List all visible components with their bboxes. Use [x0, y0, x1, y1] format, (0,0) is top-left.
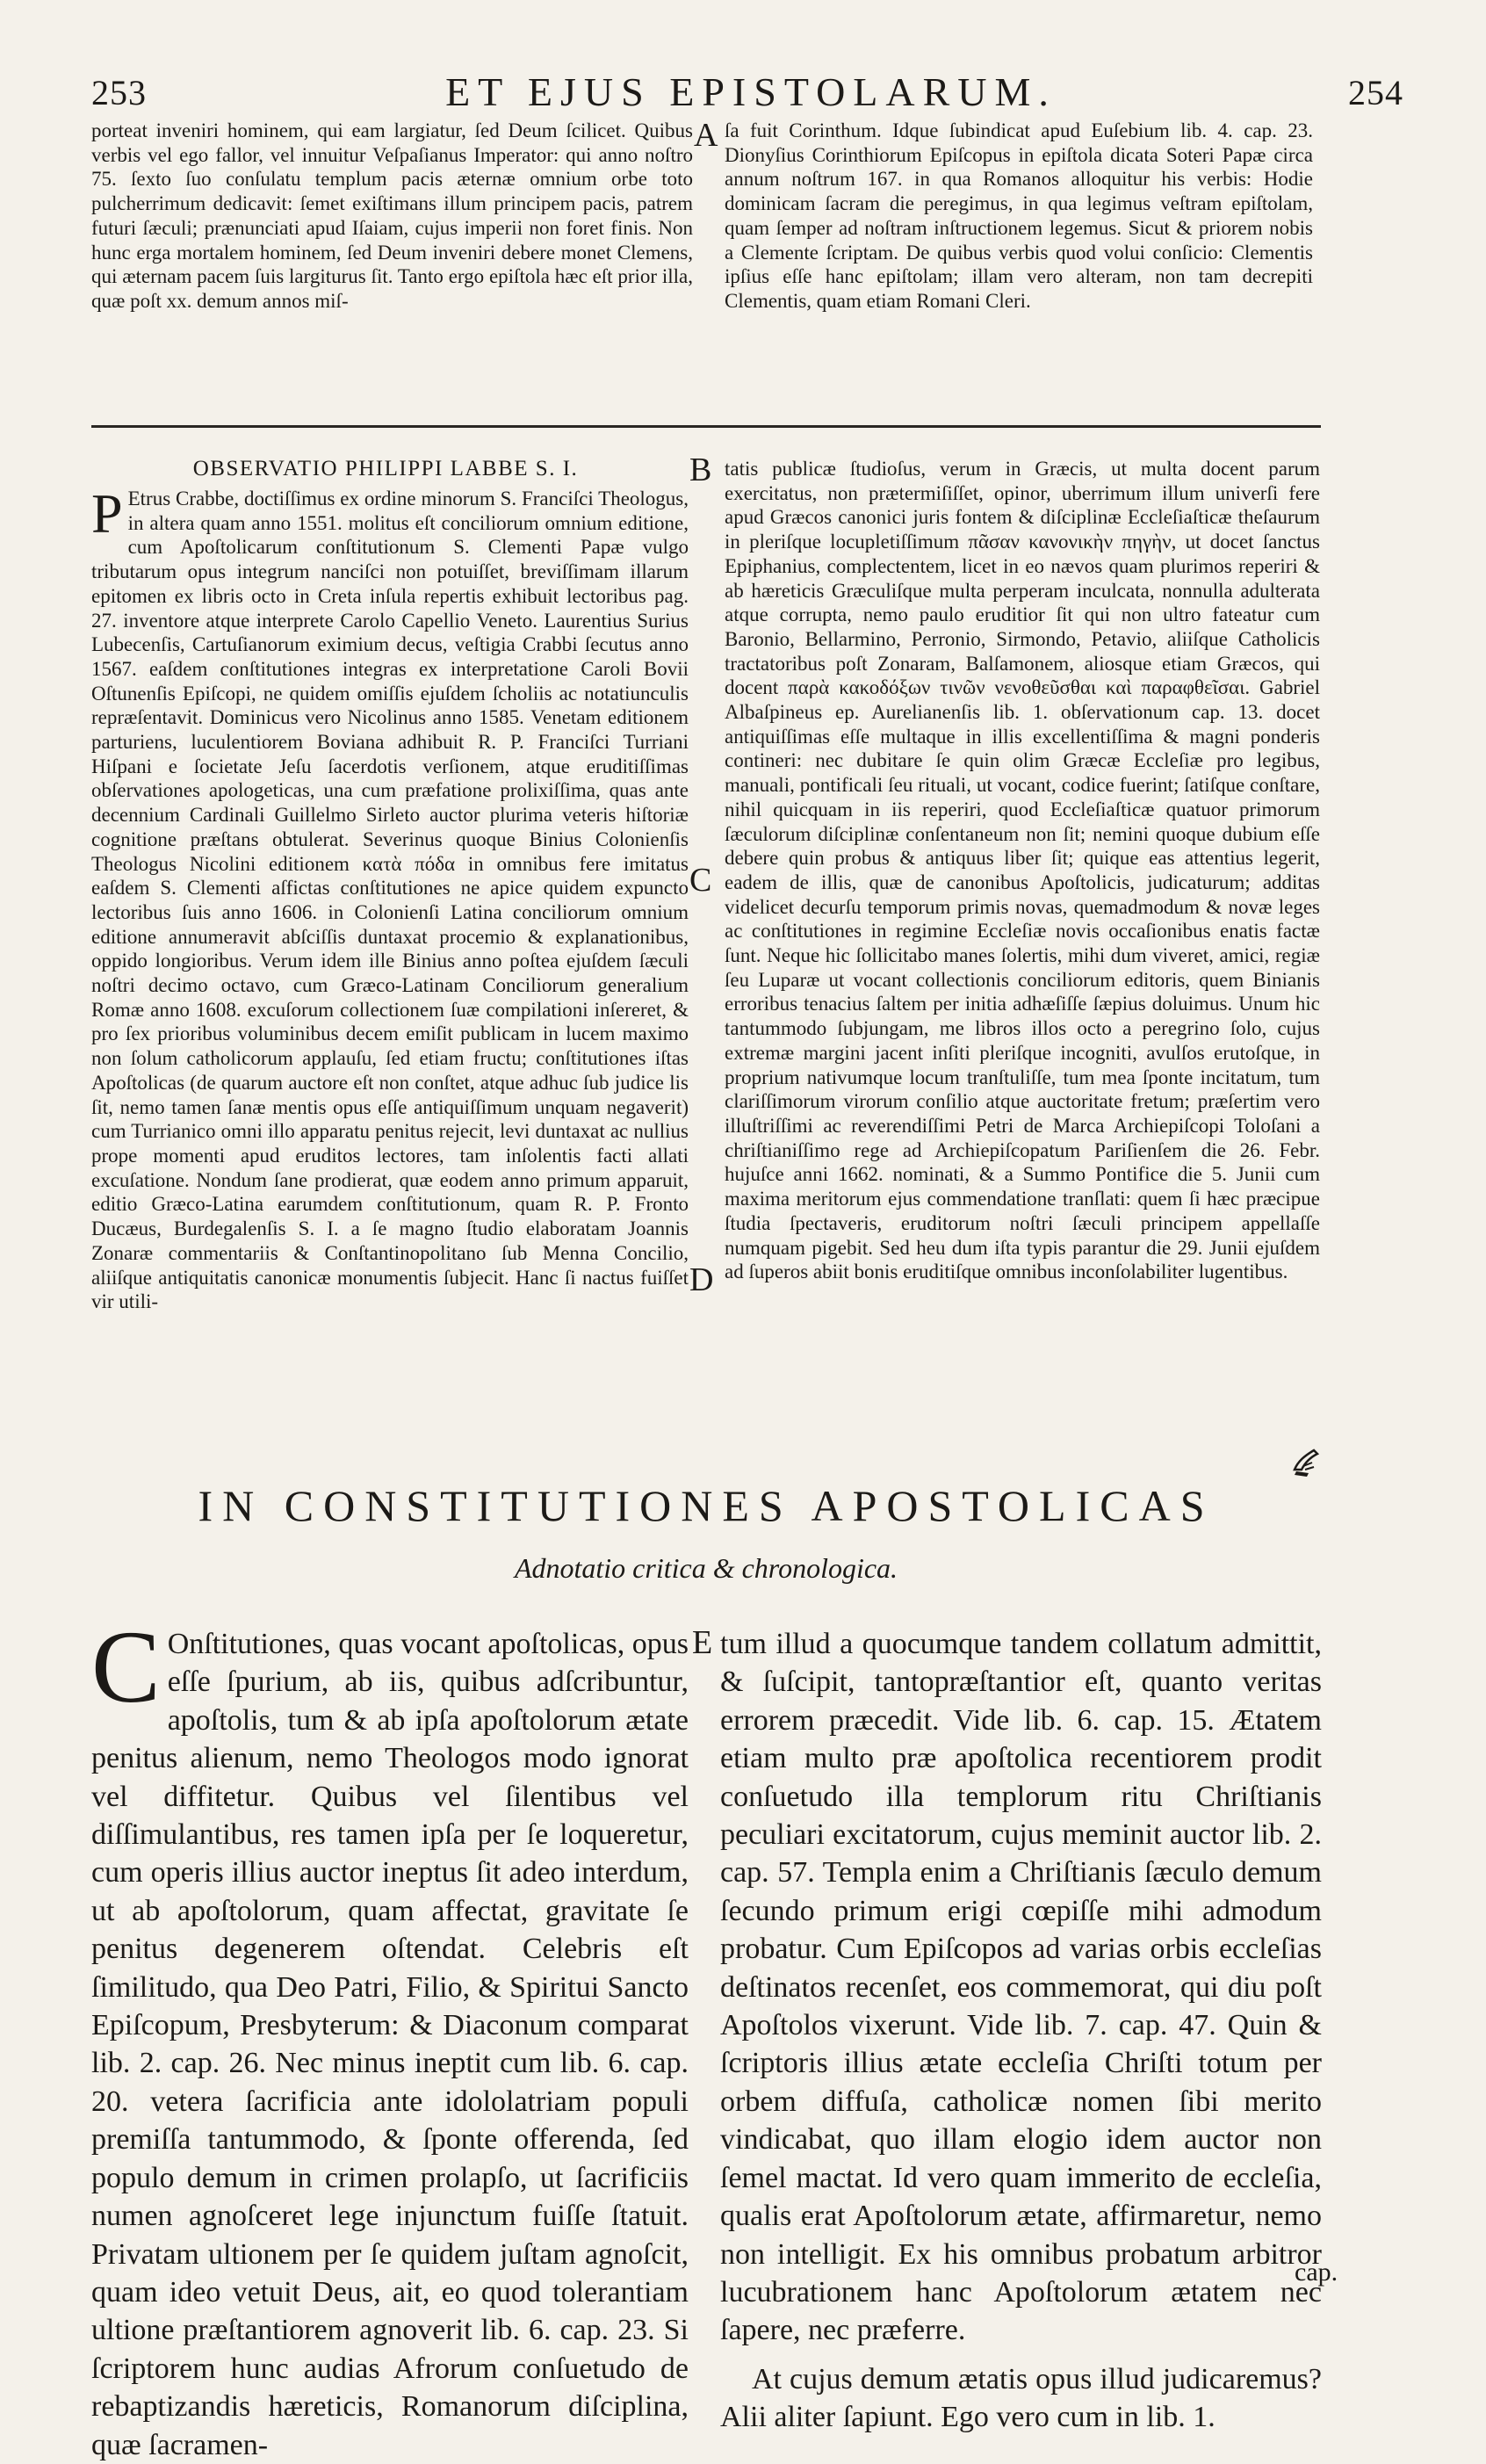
- adnotatio-left-text: Onſtitutiones, quas vocant apoſtolicas, opus eſſe ſpurium, ab iis, quibus adſcribuntur, apoſtolis, tum & ab ipſa apoſtolorum ætate penitus alienum, nemo Theologos modo ignorat vel diffitetur. Quibus vel ſilentibus vel diſſimulantibus, res tamen ipſa per ſe loqueretur, cum operis illius auctor ineptus ſit adeo interdum, ut ab apoſtolorum, quam affectat, gravitate ſe penitus degenerem oſtendat. Celebris eſt ſimilitudo, qua Deo Patri, Filio, & Spiritui Sancto Epiſcopum, Presbyterum: & Diaconum comparat lib. 2. cap. 26. Nec minus ineptit cum lib. 6. cap. 20. vetera ſacrificia ante idololatriam populi premiſſa tantummodo, & ſponte offerenda, ſed populo demum in crimen prolapſo, ut ſacrificiis numen agnoſceret lege injunctum fuiſſe ſtatuit. Privatam ultionem per ſe quidem juſtam agnoſcit, quam ideo vetuit Deus, ait, eo quod tolerantiam ultione præſtantiorem agnoverit lib. 6. cap. 23. Si ſcriptorem hunc audias Afrorum conſuetudo de rebaptizandis hæreticis, Romanorum diſciplina, quæ ſacramen-: [91, 1628, 689, 2461]
- drop-cap-c: C: [91, 1609, 161, 1724]
- top-right-text: ſa fuit Corinthum. Idque ſubindicat apud Euſebium lib. 4. cap. 23. Dionyſius Corinthiorum Epiſcopus in epiſtola dicata Soteri Papæ circa annum noſtrum 167. in qua Romanos alloquitur his verbis: Hodie dominicam ſacram die peregimus, in qua legimus veſtram epiſtolam, quam ſemper ad noſtram inſtructionem legemus. Sicut & priorem nobis a Clemente ſcriptam. De quibus verbis quod volui conſicio: Clementis ipſius eſſe hanc epiſtolam; illam vero alteram, non tam decrepiti Clementis, quam etiam Romani Cleri.: [725, 119, 1313, 312]
- drop-cap-p: P: [91, 482, 123, 545]
- margin-letter-c: C: [689, 862, 712, 899]
- adnotatio-right-column: [720, 1625, 1322, 2437]
- observatio-right-text: tatis publicæ ſtudioſus, verum in Græcis, ut multa docent parum exercitatus, non prætermiſiſſet, opinor, uberrimum illum univerſi fere apud Græcos canonici juris fontem & diſciplinæ Eccleſiaſticæ theſaurum in pleriſque locupletiſſimum πᾶσαν κανονικὴν πηγὴν, ut docet ſanctus Epiphanius, complectentem, licet in eo nævos quam plurimos reperiri & ab hæreticis Græculiſque multa perperam inculcata, nonnulla adulterata atque corrupta, nemo paulo eruditior ſit qui non ultro fateatur cum Baronio, Bellarmino, Perronio, Sirmondo, Petavio, aliiſque Catholicis tractatoribus poſt Zonaram, Balſamonem, aliosque etiam Græcos, qui docent παρὰ κακοδόξων τινῶν νενοθεῦσθαι καὶ παραφθεῖσαι. Gabriel Albaſpineus ep. Aurelianenſis lib. 1. obſervationum cap. 13. docet antiquiſſimas eſſe multaque in illis excellentiſſima & magni ponderis contineri: nec dubitare ſe quin olim Græcæ Eccleſiæ pro legibus, manuali, pontificali ſeu rituali, ut vocant, codice fuerint; ſatiſque conſtare, nihil quicquam in iis reperiri, quod Eccleſiaſticæ quatuor primorum ſæculorum diſciplinæ conſentaneum non ſit; nemini quoque dubium eſſe debere quin probus & antiquus liber ſit; quique eas attentius legerit, eadem de illis, quæ de canonibus Apoſtolicis, judicaturum; additas videlicet decurſu temporum primis novas, quemadmodum & novæ leges ac conſtitutiones in regimine Eccleſiæ novis occaſionibus enatis factæ ſunt. Neque hic ſollicitabo manes ſolertis, mihi dum viveret, amici, regiæ ſeu Luparæ ut vocant collectionis conciliorum editoris, quem Binianis erroribus tenacius ſaltem per initia adhæſiſſe ſæpius doluimus. Unum hic tantummodo ſubjungam, me libros illos octo a peregrino ſolo, cujus extremæ margini jacent inſiti pleriſque incogniti, avulſos erutoſque, in proprium nativumque locum tranſtuliſſe, tum mea ſponte incitatum, tum clariſſimorum virorum conſilio atque auctoritate fretum; præſertim vero illuſtriſſimi ac reverendiſſimi Petri de Marca Archiepiſcopi Toloſani a chriſtianiſſimo rege ad Archiepiſcopatum Pariſienſem die 26. Febr. hujuſce anni 1662. nominati, & a Summo Pontifice die 5. Junii cum maxima meritorum ejus commendatione tranſlati: quem ſi hæc præcipue ſtudia ſpectaveris, eruditorum noſtri ſæculi principem appellaſſe numquam pigebit. Sed heu dum iſta typis parantur die 29. Junii ejuſdem ad ſuperos abiit bonis eruditiſque omnibus inconſolabiliter lugentibus.: [725, 458, 1320, 1283]
- adnotatio-right-text: tum illud a quocumque tandem collatum admittit, & ſuſcipit, tantopræſtantior eſt, quanto veritas errorem præcedit. Vide lib. 6. cap. 15. Ætatem etiam multo præ apoſtolica recentiorem prodit conſuetudo illa templorum ritu Chriſtianis peculiari excitatorum, cujus meminit auctor lib. 2. cap. 57. Templa enim a Chriſtianis ſæculo demum ſecundo primum erigi cœpiſſe mihi admodum probatur. Cum Epiſcopos ad varias orbis eccleſias deſtinatos recenſet, eos commemorat, qui diu poſt Apoſtolos vixerunt. Vide lib. 7. cap. 47. Quin & ſcriptoris illius ætate eccleſia Chriſti totum per orbem diffuſa, catholicæ nomen ſibi merito vindicabat, quo illam elogio idem auctor non ſemel mactat. Id vero quam immerito de eccleſia, qualis erat Apoſtolorum ætate, affirmaretur, nemo non intelligit. Ex his omnibus probatum arbitror lucubrationem hanc Apoſtolorum ætatem nec ſapere, nec præferre.: [720, 1628, 1322, 2347]
- observatio-right-column: [725, 457, 1320, 1284]
- top-right-column: [725, 119, 1313, 314]
- running-title: ET EJUS EPISTOLARUM.: [445, 69, 1057, 114]
- margin-letter-a: A: [694, 117, 718, 154]
- page-number-right: 254: [1348, 73, 1403, 112]
- adnotatio-right-text-2: At cujus demum ætatis opus illud judicaremus? Alii aliter ſapiunt. Ego vero cum in lib. 1.: [720, 2362, 1322, 2434]
- adnotatio-left-column: [91, 1609, 689, 2464]
- section-divider: [91, 425, 1321, 428]
- observatio-left-column: [91, 482, 689, 1314]
- margin-letter-e: E: [692, 1624, 713, 1661]
- top-left-text: porteat inveniri hominem, qui eam largiatur, ſed Deum ſcilicet. Quibus verbis vel ego fallor, vel innuitur Veſpaſianus Imperator: qui anno noſtro 75. ſexto ſuo conſulatu templum pacis æternæ omnium orbe toto pulcherrimum dedicavit: ſemet exiſtimans illum principem pacis, patrem futuri ſæculi; prænunciati apud Iſaiam, cujus imperii non foret finis. Non hunc erga mortalem hominem, ſed Deum inveniri debere monet Clemens, qui æternam pacem ſuis largiturus ſit. Tanto ergo epiſtola hæc eſt prior illa, quæ poſt xx. demum annos miſ-: [91, 119, 693, 312]
- observatio-left-text: Etrus Crabbe, doctiſſimus ex ordine minorum S. Franciſci Theologus, in altera quam anno 1551. molitus eſt conciliorum omnium editione, cum Apoſtolicarum conſtitutionum S. Clementi Papæ vulgo tributarum opus integrum nanciſci non potuiſſet, breviſſimam illarum epitomen ex libris octo in Creta inſula repertis exhibuit lectoribus pag. 27. inventore atque interprete Carolo Capellio Veneto. Laurentius Surius Lubecenſis, Cartuſianorum eximium decus, veſtigia Crabbi ſecutus anno 1567. eaſdem conſtitutiones integras ex interpretatione Caroli Bovii Oſtunenſis Epiſcopi, ne quidem omiſſis ejuſdem ſcholiis ac notatiunculis repræſentavit. Dominicus vero Nicolinus anno 1585. Venetam editionem parturiens, luculentiorem Boviana adhibuit R. P. Franciſci Turriani Hiſpani e ſocietate Jeſu ſacerdotis verſionem, atque eruditiſſimas obſervationes apologeticas, una cum præfatione prolixiſſima, quas ante decennium Cardinali Guillelmo Sirleto auctor plurima veteris hiſtoriæ cognitione præſtans obtulerat. Severinus quoque Binius Colonienſis Theologus Nicolini editionem κατὰ πόδα in omnibus fere imitatus eaſdem S. Clementi aſfictas conſtitutiones ne apice quidem expuncto lectoribus ſuis anno 1606. in Colonienſi Latina conciliorum omnium editione annumeravit abſciſſis duntaxat procemio & explanationibus, oppido longioribus. Verum idem ille Binius anno poſtea ejuſdem ſæculi noſtri decimo octavo, cum Græco-Latinam Conciliorum generalium Romæ anno 1608. excuſorum collectionem ſuæ compilationi inſereret, & pro ſex prioribus voluminibus decem emiſit publicam in lucem maximo non ſolum catholicorum applauſu, ſed etiam fructu; conſtitutiones iſtas Apoſtolicas (de quarum auctore eſt non conſtet, atque adhuc ſub judice lis ſit, nemo tamen ſanæ mentis opus eſſe antiquiſſimum unquam negaverit) cum Turrianico omni illo apparatu penitus rejecit, levi duntaxat ac nullius prope momenti apud eruditos lectores, tam inſolentis facti allati excuſatione. Nondum ſane prodierat, quæ eodem anno primum apparuit, editio Græco-Latina earumdem conſtitutionum, quam R. P. Fronto Ducæus, Burdegalenſis S. I. a ſe magno ſtudio elaboratam Joannis Zonaræ commentariis & Conſtantinopolitano ſub Menna Concilio, aliiſque antiquitatis canonicæ monumentis ſubjecit. Hanc ſi nactus fuiſſet vir utili-: [91, 488, 689, 1313]
- section-subtitle: Adnotatio critica & chronologica.: [514, 1552, 898, 1584]
- section-title: IN CONSTITUTIONES APOSTOLICAS: [198, 1481, 1215, 1530]
- margin-letter-d: D: [689, 1261, 714, 1298]
- observatio-left-paragraph: [91, 482, 689, 1314]
- pointing-hand-icon: [1289, 1443, 1323, 1478]
- top-left-column: [91, 119, 693, 314]
- page-number-left: 253: [91, 73, 147, 112]
- margin-letter-b: B: [689, 452, 712, 488]
- observatio-title: OBSERVATIO PHILIPPI LABBE S. I.: [192, 457, 579, 481]
- catchword: cap.: [1295, 2258, 1338, 2287]
- adnotatio-left-paragraph: [91, 1609, 689, 2464]
